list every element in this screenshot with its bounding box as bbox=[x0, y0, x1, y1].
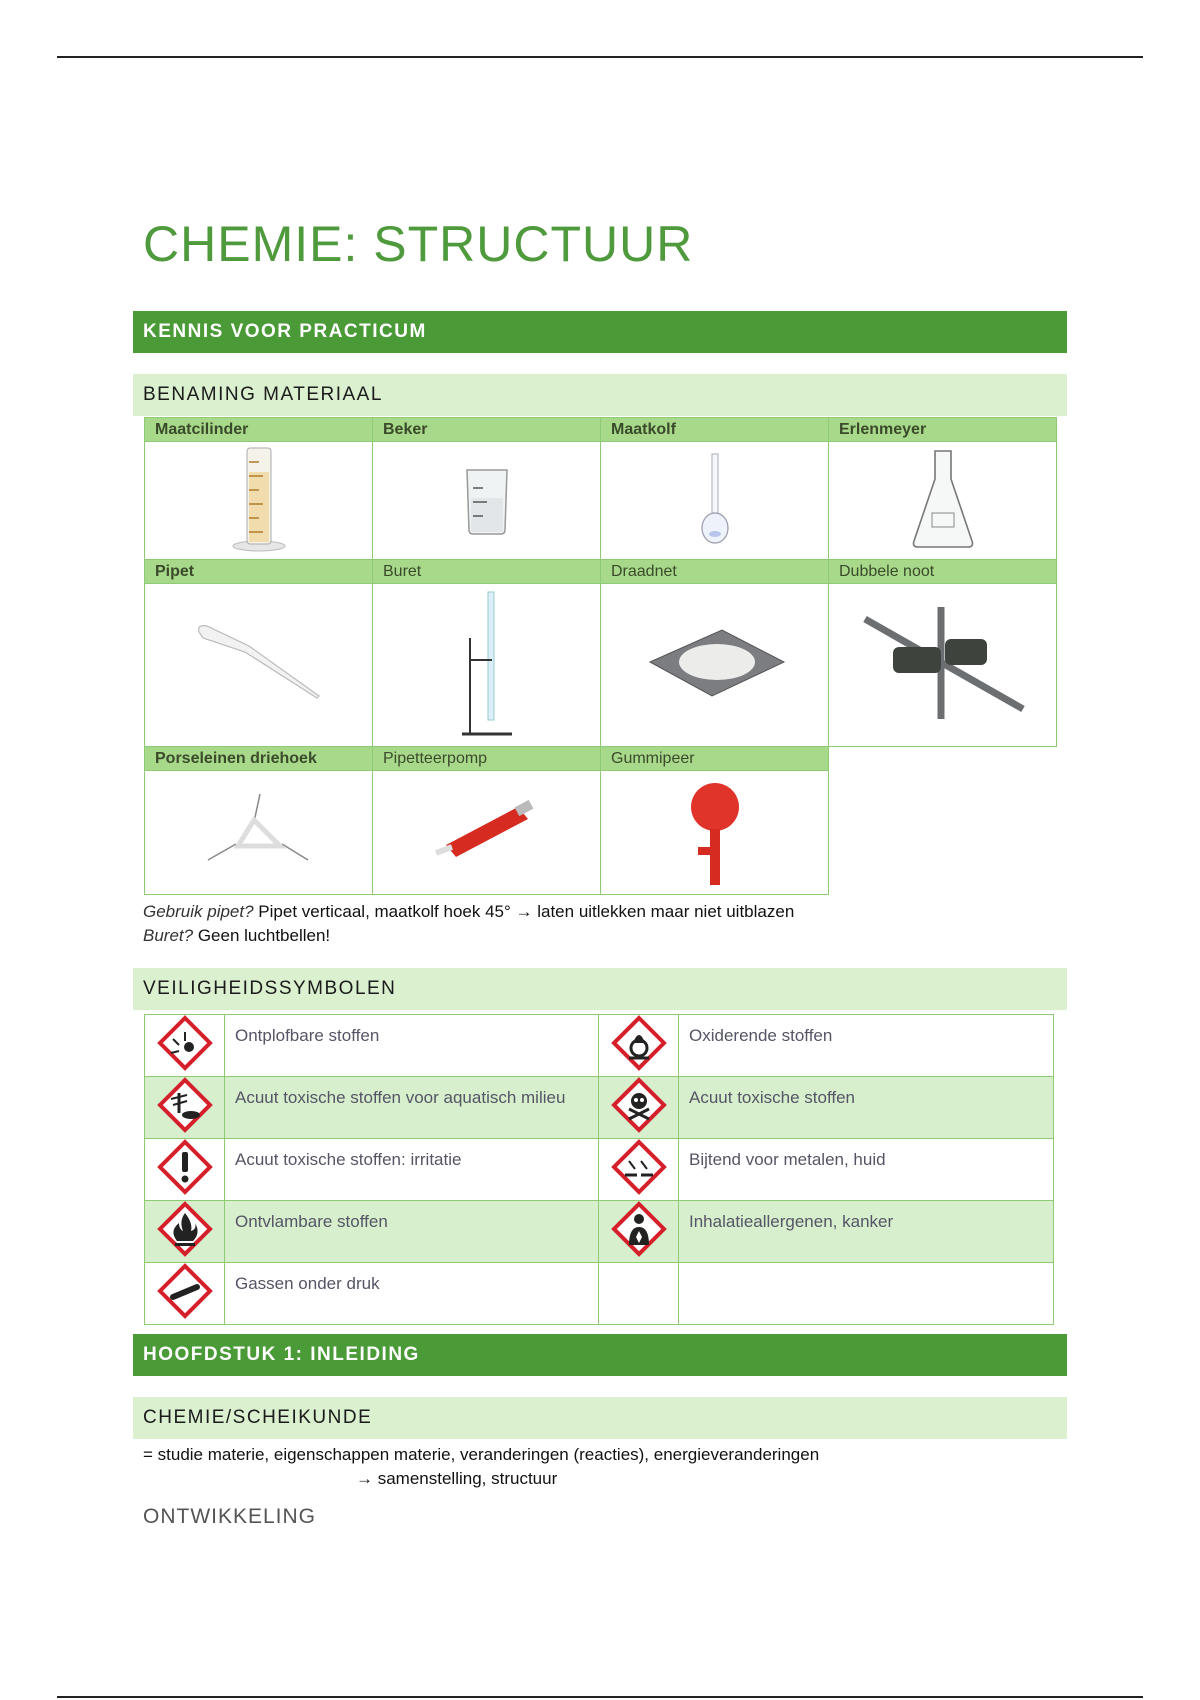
note-question: Gebruik pipet? bbox=[143, 902, 254, 921]
table-row bbox=[145, 1015, 1054, 1077]
subheading-safety: VEILIGHEIDSSYMBOLEN bbox=[133, 968, 1067, 1010]
oxidizing-icon bbox=[599, 1015, 679, 1077]
section-heading-inleiding: HOOFDSTUK 1: INLEIDING bbox=[133, 1334, 1067, 1376]
label-gummipeer: Gummipeer bbox=[601, 747, 829, 771]
corrosive-icon bbox=[599, 1139, 679, 1201]
hazard-label: Ontplofbare stoffen bbox=[225, 1015, 599, 1077]
label-maatcilinder: Maatcilinder bbox=[145, 418, 373, 442]
table-row bbox=[145, 560, 1057, 584]
table-row bbox=[145, 1139, 1054, 1201]
safety-symbols-table bbox=[144, 1014, 1054, 1325]
explosive-icon bbox=[145, 1015, 225, 1077]
pipet-usage-note bbox=[143, 902, 794, 922]
hazard-label: Gassen onder druk bbox=[225, 1263, 599, 1325]
table-row bbox=[145, 1077, 1054, 1139]
definition-line: = studie materie, eigenschappen materie, veranderingen (reacties), energieveranderingen bbox=[143, 1445, 820, 1464]
environment-hazard-icon bbox=[145, 1077, 225, 1139]
label-pipetteerpomp: Pipetteerpomp bbox=[373, 747, 601, 771]
health-hazard-icon bbox=[599, 1201, 679, 1263]
pipette-pump-image bbox=[373, 771, 601, 895]
graduated-cylinder-image bbox=[145, 442, 373, 560]
erlenmeyer-image bbox=[829, 442, 1057, 560]
subheading-materials: BENAMING MATERIAAL bbox=[133, 374, 1067, 416]
table-row bbox=[145, 418, 1057, 442]
hazard-label: Bijtend voor metalen, huid bbox=[679, 1139, 1054, 1201]
development-heading: ONTWIKKELING bbox=[143, 1505, 317, 1528]
label-dubbele-noot: Dubbele noot bbox=[829, 560, 1057, 584]
gas-cylinder-icon bbox=[145, 1263, 225, 1325]
table-row bbox=[145, 584, 1057, 747]
volumetric-flask-image bbox=[601, 442, 829, 560]
rubber-bulb-image bbox=[601, 771, 829, 895]
label-beker: Beker bbox=[373, 418, 601, 442]
hazard-label: Acuut toxische stoffen bbox=[679, 1077, 1054, 1139]
clay-triangle-image bbox=[145, 771, 373, 895]
label-maatkolf: Maatkolf bbox=[601, 418, 829, 442]
label-pipet: Pipet bbox=[145, 560, 373, 584]
flammable-icon bbox=[145, 1201, 225, 1263]
label-buret: Buret bbox=[373, 560, 601, 584]
pipette-image bbox=[145, 584, 373, 747]
double-clamp-image bbox=[829, 584, 1057, 747]
hazard-label: Acuut toxische stoffen: irritatie bbox=[225, 1139, 599, 1201]
hazard-label: Ontvlambare stoffen bbox=[225, 1201, 599, 1263]
table-row bbox=[145, 747, 1057, 771]
table-row bbox=[145, 1201, 1054, 1263]
bottom-rule bbox=[57, 1696, 1143, 1698]
hazard-label: Acuut toxische stoffen voor aquatisch milieu bbox=[225, 1077, 599, 1139]
hazard-label: Inhalatieallergenen, kanker bbox=[679, 1201, 1054, 1263]
note-answer: Geen luchtbellen! bbox=[193, 926, 331, 945]
table-row bbox=[145, 1263, 1054, 1325]
label-erlenmeyer: Erlenmeyer bbox=[829, 418, 1057, 442]
beaker-image bbox=[373, 442, 601, 560]
subheading-chemie: CHEMIE/SCHEIKUNDE bbox=[133, 1397, 1067, 1439]
burette-image bbox=[373, 584, 601, 747]
section-heading-practicum: KENNIS VOOR PRACTICUM bbox=[133, 311, 1067, 353]
materials-table bbox=[144, 417, 1057, 895]
buret-note bbox=[143, 926, 330, 946]
top-rule bbox=[57, 56, 1143, 58]
definition bbox=[143, 1443, 819, 1491]
note-answer: Pipet verticaal, maatkolf hoek 45° → laten uitlekken maar niet uitblazen bbox=[253, 902, 795, 921]
table-row bbox=[145, 442, 1057, 560]
definition-line-arrow: → samenstelling, structuur bbox=[356, 1469, 558, 1488]
exclamation-icon bbox=[145, 1139, 225, 1201]
toxic-skull-icon bbox=[599, 1077, 679, 1139]
label-porseleinen-driehoek: Porseleinen driehoek bbox=[145, 747, 373, 771]
note-question: Buret? bbox=[143, 926, 194, 945]
wire-gauze-image bbox=[601, 584, 829, 747]
table-row bbox=[145, 771, 1057, 895]
hazard-label: Oxiderende stoffen bbox=[679, 1015, 1054, 1077]
empty-symbol-cell bbox=[599, 1263, 679, 1325]
hazard-label bbox=[679, 1263, 1054, 1325]
label-draadnet: Draadnet bbox=[601, 560, 829, 584]
page-title: CHEMIE: STRUCTUUR bbox=[143, 216, 694, 272]
